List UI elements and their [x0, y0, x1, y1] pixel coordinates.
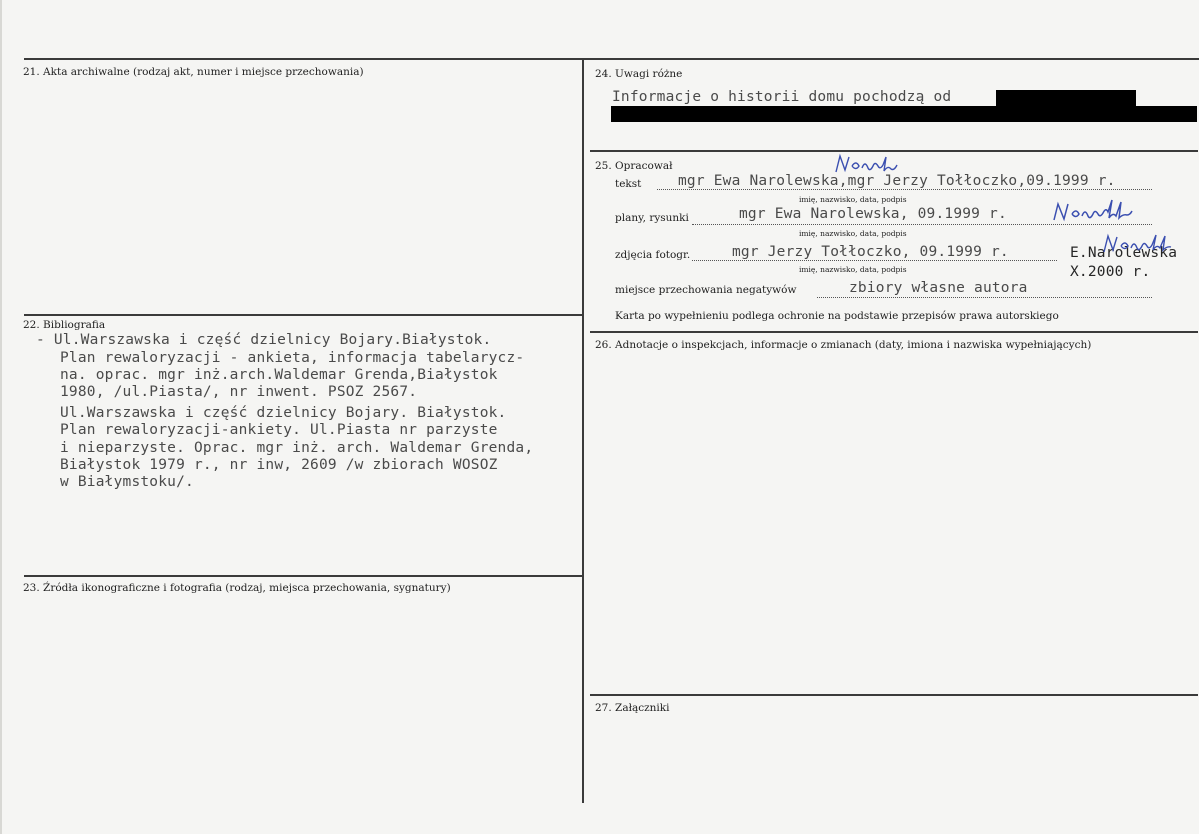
tekst-caption: imię, nazwisko, data, podpis	[799, 195, 907, 204]
zdjecia-dotted-line	[692, 260, 1057, 261]
signature-tekst	[832, 152, 912, 178]
plany-label: plany, rysunki	[615, 212, 689, 224]
divider-26-27	[590, 694, 1198, 696]
signature-plany	[1050, 198, 1150, 226]
divider-21-22	[24, 314, 583, 316]
section-25-label: 25. Opracował	[595, 160, 673, 172]
copyright-note: Karta po wypełnieniu podlega ochronie na podstawie przepisów prawa autorskiego	[615, 310, 1059, 322]
redaction-bar	[611, 106, 1197, 122]
section-24-label: 24. Uwagi różne	[595, 68, 683, 80]
section-23-label: 23. Źródła ikonograficzne i fotografia (rodzaj, miejsca przechowania, sygnatury)	[23, 582, 451, 594]
bibliography-line: 1980, /ul.Piasta/, nr inwent. PSOZ 2567.	[60, 384, 418, 400]
bibliography-line: Plan rewaloryzacji-ankiety. Ul.Piasta nr parzyste	[60, 422, 498, 438]
signature-zdjecia	[1100, 232, 1190, 258]
zdjecia-caption: imię, nazwisko, data, podpis	[799, 265, 907, 274]
bibliography-line: Ul.Warszawska i część dzielnicy Bojary. Białystok.	[60, 405, 507, 421]
negatywy-label: miejsce przechowania negatywów	[615, 284, 797, 296]
center-divider	[582, 58, 584, 803]
bibliography-line: Białystok 1979 r., nr inw, 2609 /w zbiorach WOSOZ	[60, 457, 498, 473]
section-22-label: 22. Bibliografia	[23, 319, 106, 331]
tekst-label: tekst	[615, 178, 642, 190]
remarks-text: Informacje o historii domu pochodzą od	[612, 89, 952, 105]
top-divider	[24, 58, 1199, 60]
tekst-dotted-line	[657, 189, 1152, 190]
section-27-label: 27. Załączniki	[595, 702, 670, 714]
section-26-label: 26. Adnotacje o inspekcjach, informacje o zmianach (daty, imiona i nazwiska wypełniających)	[595, 339, 1092, 351]
plany-value: mgr Ewa Narolewska, 09.1999 r.	[739, 206, 1007, 222]
bibliography-line: i nieparzyste. Oprac. mgr inż. arch. Waldemar Grenda,	[60, 440, 534, 456]
negatywy-value: zbiory własne autora	[849, 280, 1028, 296]
negatywy-dotted-line	[817, 297, 1152, 298]
zdjecia-label: zdjęcia fotogr.	[615, 249, 691, 261]
tekst-value: mgr Ewa Narolewska,mgr Jerzy Tołłoczko,09.1999 r.	[678, 173, 1116, 189]
bibliography-line: w Białymstoku/.	[60, 474, 194, 490]
bibliography-line: Plan rewaloryzacji - ankieta, informacja tabelarycz-	[60, 350, 525, 366]
bibliography-line: na. oprac. mgr inż.arch.Waldemar Grenda,Białystok	[60, 367, 498, 383]
section-21-label: 21. Akta archiwalne (rodzaj akt, numer i miejsce przechowania)	[23, 66, 364, 78]
zdjecia-extra-name: E.Narolewska	[1070, 245, 1178, 261]
zdjecia-extra-date: X.2000 r.	[1070, 264, 1151, 280]
redaction-bar	[996, 90, 1136, 106]
bibliography-line: - Ul.Warszawska i część dzielnicy Bojary.Białystok.	[36, 332, 492, 348]
plany-caption: imię, nazwisko, data, podpis	[799, 229, 907, 238]
divider-25-26	[590, 331, 1198, 333]
zdjecia-value: mgr Jerzy Tołłoczko, 09.1999 r.	[732, 244, 1009, 260]
divider-22-23	[24, 575, 583, 577]
